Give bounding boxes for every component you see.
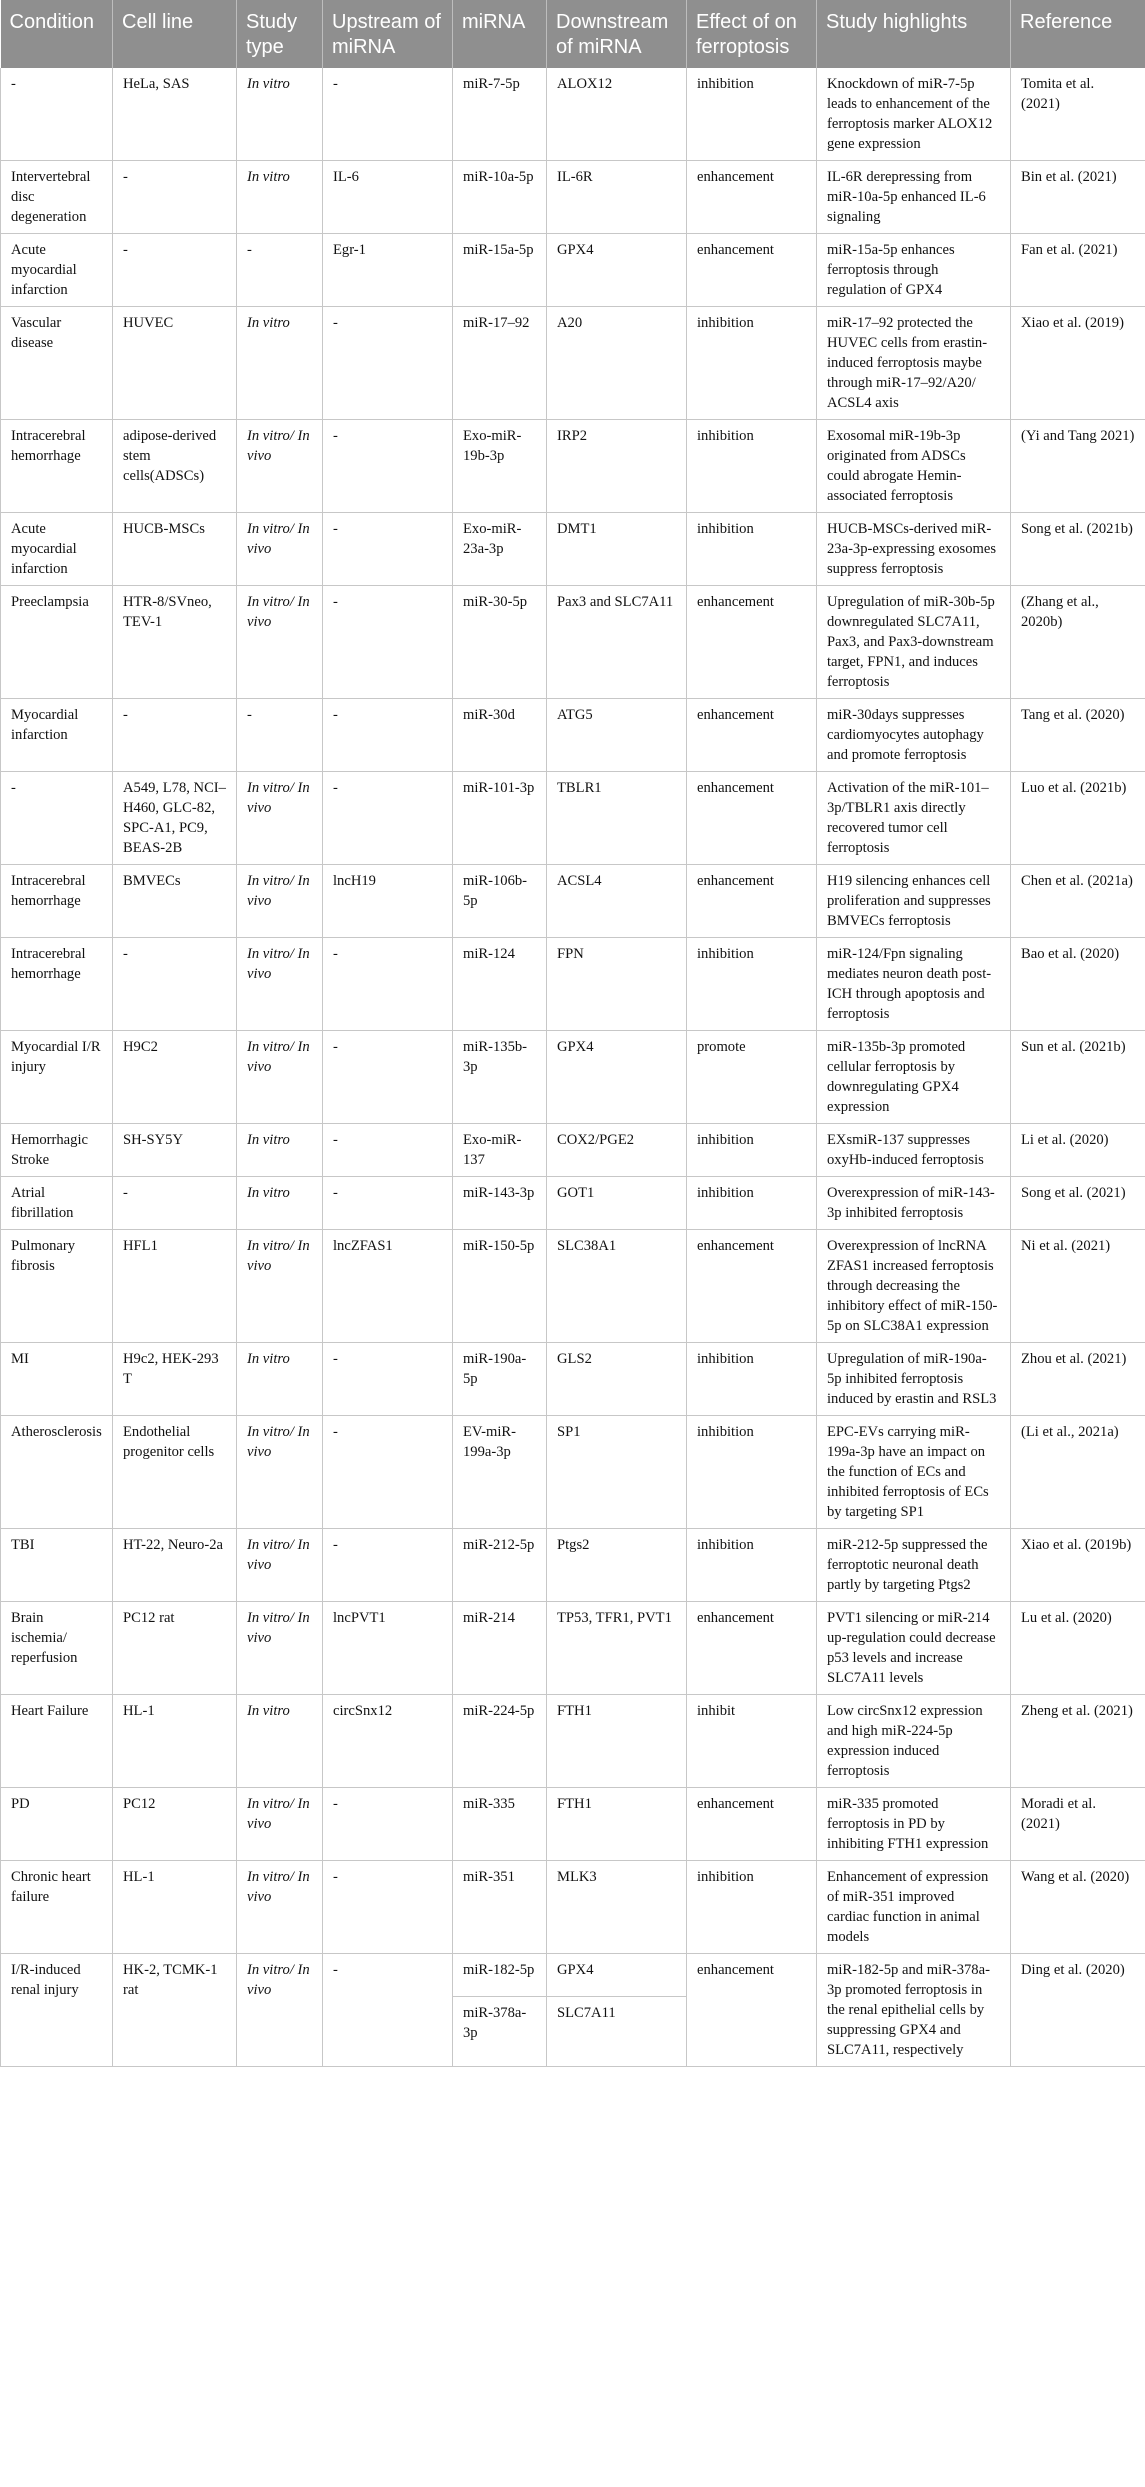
table-row: [1, 699, 1145, 772]
table-row: [1, 1954, 1145, 1997]
table-row: [1, 1861, 1145, 1954]
cell-upstream: -: [323, 1788, 453, 1861]
cell-effect: enhancement: [687, 772, 817, 865]
cell-highlights: miR-15a-5p enhances ferroptosis through regulation of GPX4: [817, 234, 1011, 307]
cell-cell-line: PC12: [113, 1788, 237, 1861]
cell-condition: Atrial fibrillation: [1, 1177, 113, 1230]
cell-mirna: miR-214: [453, 1602, 547, 1695]
cell-cell-line: HUVEC: [113, 307, 237, 420]
table-row: [1, 586, 1145, 699]
cell-study-type: In vitro/ In vivo: [237, 865, 323, 938]
cell-upstream: lncZFAS1: [323, 1230, 453, 1343]
cell-study-type: In vitro/ In vivo: [237, 1031, 323, 1124]
table-row: [1, 68, 1145, 161]
cell-mirna: miR-17–92: [453, 307, 547, 420]
cell-mirna: miR-135b-3p: [453, 1031, 547, 1124]
cell-mirna: miR-101-3p: [453, 772, 547, 865]
cell-effect: inhibition: [687, 938, 817, 1031]
cell-downstream: GLS2: [547, 1343, 687, 1416]
cell-upstream: -: [323, 1416, 453, 1529]
cell-upstream: -: [323, 1343, 453, 1416]
cell-effect: enhancement: [687, 161, 817, 234]
cell-highlights: Upregulation of miR-30b-5p downregulated SLC7A11, Pax3, and Pax3-downstream target, FPN1, and induces ferroptosis: [817, 586, 1011, 699]
cell-highlights: miR-135b-3p promoted cellular ferroptosis by downregulating GPX4 expression: [817, 1031, 1011, 1124]
cell-study-type: In vitro: [237, 1124, 323, 1177]
cell-study-type: In vitro/ In vivo: [237, 1602, 323, 1695]
table-row: [1, 1602, 1145, 1695]
cell-highlights: Overexpression of lncRNA ZFAS1 increased ferroptosis through decreasing the inhibitory effect of miR-150-5p on SLC38A1 expression: [817, 1230, 1011, 1343]
cell-effect: enhancement: [687, 1954, 817, 2067]
table-row: [1, 420, 1145, 513]
cell-upstream: -: [323, 699, 453, 772]
table-row: [1, 938, 1145, 1031]
cell-effect: inhibition: [687, 1343, 817, 1416]
cell-reference: Chen et al. (2021a): [1011, 865, 1145, 938]
cell-cell-line: HUCB-MSCs: [113, 513, 237, 586]
cell-reference: Li et al. (2020): [1011, 1124, 1145, 1177]
cell-cell-line: H9c2, HEK-293 T: [113, 1343, 237, 1416]
cell-effect: inhibition: [687, 1124, 817, 1177]
cell-study-type: In vitro/ In vivo: [237, 772, 323, 865]
cell-cell-line: HL-1: [113, 1861, 237, 1954]
cell-mirna: miR-150-5p: [453, 1230, 547, 1343]
cell-upstream: -: [323, 420, 453, 513]
cell-effect: inhibit: [687, 1695, 817, 1788]
cell-mirna: miR-143-3p: [453, 1177, 547, 1230]
cell-mirna: miR-224-5p: [453, 1695, 547, 1788]
cell-reference: Sun et al. (2021b): [1011, 1031, 1145, 1124]
cell-reference: Lu et al. (2020): [1011, 1602, 1145, 1695]
cell-condition: Intervertebral disc degeneration: [1, 161, 113, 234]
cell-condition: Vascular disease: [1, 307, 113, 420]
cell-upstream: -: [323, 586, 453, 699]
cell-cell-line: -: [113, 699, 237, 772]
cell-study-type: In vitro/ In vivo: [237, 586, 323, 699]
cell-effect: enhancement: [687, 586, 817, 699]
cell-reference: Tang et al. (2020): [1011, 699, 1145, 772]
cell-mirna: miR-190a-5p: [453, 1343, 547, 1416]
table-row: [1, 1416, 1145, 1529]
cell-mirna: miR-351: [453, 1861, 547, 1954]
header-condition: Condition: [1, 0, 113, 68]
cell-highlights: miR-182-5p and miR-378a-3p promoted ferroptosis in the renal epithelial cells by suppressing GPX4 and SLC7A11, respectively: [817, 1954, 1011, 2067]
cell-condition: Preeclampsia: [1, 586, 113, 699]
cell-effect: inhibition: [687, 1416, 817, 1529]
cell-cell-line: SH-SY5Y: [113, 1124, 237, 1177]
header-upstream: Upstream of miRNA: [323, 0, 453, 68]
cell-downstream: FPN: [547, 938, 687, 1031]
cell-mirna: miR-7-5p: [453, 68, 547, 161]
cell-downstream: IL-6R: [547, 161, 687, 234]
table-row: [1, 772, 1145, 865]
cell-mirna: Exo-miR-23a-3p: [453, 513, 547, 586]
cell-study-type: In vitro/ In vivo: [237, 1861, 323, 1954]
cell-downstream: A20: [547, 307, 687, 420]
cell-downstream: Ptgs2: [547, 1529, 687, 1602]
cell-study-type: In vitro/ In vivo: [237, 1416, 323, 1529]
cell-downstream: SP1: [547, 1416, 687, 1529]
cell-condition: TBI: [1, 1529, 113, 1602]
cell-downstream: ALOX12: [547, 68, 687, 161]
cell-reference: Xiao et al. (2019b): [1011, 1529, 1145, 1602]
cell-cell-line: HL-1: [113, 1695, 237, 1788]
cell-upstream: circSnx12: [323, 1695, 453, 1788]
cell-study-type: In vitro: [237, 68, 323, 161]
cell-upstream: lncH19: [323, 865, 453, 938]
header-effect: Effect of on ferroptosis: [687, 0, 817, 68]
cell-mirna: miR-335: [453, 1788, 547, 1861]
cell-condition: Heart Failure: [1, 1695, 113, 1788]
cell-downstream: TP53, TFR1, PVT1: [547, 1602, 687, 1695]
cell-downstream: COX2/PGE2: [547, 1124, 687, 1177]
cell-reference: Wang et al. (2020): [1011, 1861, 1145, 1954]
cell-reference: Xiao et al. (2019): [1011, 307, 1145, 420]
cell-upstream: -: [323, 1124, 453, 1177]
cell-study-type: In vitro: [237, 161, 323, 234]
cell-highlights: miR-212-5p suppressed the ferroptotic neuronal death partly by targeting Ptgs2: [817, 1529, 1011, 1602]
cell-condition: Myocardial I/R injury: [1, 1031, 113, 1124]
table-row: [1, 1124, 1145, 1177]
cell-downstream: GPX4: [547, 1954, 687, 1997]
cell-mirna: miR-182-5p: [453, 1954, 547, 1997]
cell-reference: Song et al. (2021): [1011, 1177, 1145, 1230]
cell-cell-line: HFL1: [113, 1230, 237, 1343]
cell-upstream: Egr-1: [323, 234, 453, 307]
cell-highlights: EXsmiR-137 suppresses oxyHb-induced ferroptosis: [817, 1124, 1011, 1177]
cell-upstream: -: [323, 1177, 453, 1230]
cell-effect: enhancement: [687, 1602, 817, 1695]
cell-study-type: In vitro/ In vivo: [237, 513, 323, 586]
cell-downstream: GPX4: [547, 1031, 687, 1124]
cell-study-type: In vitro/ In vivo: [237, 1788, 323, 1861]
table-row: [1, 307, 1145, 420]
cell-highlights: Upregulation of miR-190a-5p inhibited ferroptosis induced by erastin and RSL3: [817, 1343, 1011, 1416]
cell-cell-line: Endothelial progenitor cells: [113, 1416, 237, 1529]
cell-reference: Bao et al. (2020): [1011, 938, 1145, 1031]
cell-cell-line: PC12 rat: [113, 1602, 237, 1695]
cell-cell-line: -: [113, 234, 237, 307]
cell-highlights: Low circSnx12 expression and high miR-224-5p expression induced ferroptosis: [817, 1695, 1011, 1788]
cell-highlights: Activation of the miR-101–3p/TBLR1 axis directly recovered tumor cell ferroptosis: [817, 772, 1011, 865]
cell-downstream: TBLR1: [547, 772, 687, 865]
cell-downstream: GOT1: [547, 1177, 687, 1230]
cell-downstream: GPX4: [547, 234, 687, 307]
cell-upstream: -: [323, 1954, 453, 2067]
cell-reference: Bin et al. (2021): [1011, 161, 1145, 234]
cell-cell-line: HeLa, SAS: [113, 68, 237, 161]
table-row: [1, 513, 1145, 586]
cell-highlights: EPC-EVs carrying miR-199a-3p have an impact on the function of ECs and inhibited ferroptosis of ECs by targeting SP1: [817, 1416, 1011, 1529]
cell-study-type: In vitro/ In vivo: [237, 1529, 323, 1602]
cell-condition: Chronic heart failure: [1, 1861, 113, 1954]
table-row: [1, 161, 1145, 234]
table-row: [1, 1343, 1145, 1416]
cell-effect: inhibition: [687, 1861, 817, 1954]
cell-reference: Song et al. (2021b): [1011, 513, 1145, 586]
cell-mirna: Exo-miR-19b-3p: [453, 420, 547, 513]
cell-highlights: HUCB-MSCs-derived miR-23a-3p-expressing exosomes suppress ferroptosis: [817, 513, 1011, 586]
cell-condition: Acute myocardial infarction: [1, 513, 113, 586]
cell-mirna: Exo-miR-137: [453, 1124, 547, 1177]
cell-upstream: -: [323, 1031, 453, 1124]
cell-condition: I/R-induced renal injury: [1, 1954, 113, 2067]
table-row: [1, 1529, 1145, 1602]
cell-effect: inhibition: [687, 68, 817, 161]
cell-effect: promote: [687, 1031, 817, 1124]
table-header-row: [1, 0, 1145, 68]
table-row: [1, 1230, 1145, 1343]
cell-downstream: FTH1: [547, 1788, 687, 1861]
cell-study-type: In vitro/ In vivo: [237, 1230, 323, 1343]
cell-reference: Fan et al. (2021): [1011, 234, 1145, 307]
cell-downstream: SLC7A11: [547, 1997, 687, 2067]
cell-downstream: Pax3 and SLC7A11: [547, 586, 687, 699]
cell-condition: PD: [1, 1788, 113, 1861]
cell-study-type: In vitro: [237, 307, 323, 420]
cell-reference: Tomita et al. (2021): [1011, 68, 1145, 161]
header-study-type: Study type: [237, 0, 323, 68]
header-downstream: Downstream of miRNA: [547, 0, 687, 68]
cell-study-type: -: [237, 234, 323, 307]
cell-mirna: EV-miR-199a-3p: [453, 1416, 547, 1529]
cell-effect: enhancement: [687, 699, 817, 772]
table-row: [1, 1031, 1145, 1124]
cell-cell-line: adipose-derived stem cells(ADSCs): [113, 420, 237, 513]
cell-effect: inhibition: [687, 420, 817, 513]
cell-cell-line: -: [113, 938, 237, 1031]
cell-reference: (Li et al., 2021a): [1011, 1416, 1145, 1529]
cell-highlights: miR-335 promoted ferroptosis in PD by inhibiting FTH1 expression: [817, 1788, 1011, 1861]
cell-highlights: miR-124/Fpn signaling mediates neuron death post-ICH through apoptosis and ferroptosis: [817, 938, 1011, 1031]
cell-downstream: DMT1: [547, 513, 687, 586]
cell-condition: Atherosclerosis: [1, 1416, 113, 1529]
cell-cell-line: HK-2, TCMK-1 rat: [113, 1954, 237, 2067]
cell-condition: Acute myocardial infarction: [1, 234, 113, 307]
cell-upstream: -: [323, 513, 453, 586]
cell-downstream: ATG5: [547, 699, 687, 772]
cell-downstream: MLK3: [547, 1861, 687, 1954]
cell-reference: (Yi and Tang 2021): [1011, 420, 1145, 513]
cell-downstream: ACSL4: [547, 865, 687, 938]
cell-cell-line: HTR-8/SVneo, TEV-1: [113, 586, 237, 699]
cell-effect: inhibition: [687, 1177, 817, 1230]
cell-mirna: miR-212-5p: [453, 1529, 547, 1602]
cell-condition: Pulmonary fibrosis: [1, 1230, 113, 1343]
cell-mirna: miR-15a-5p: [453, 234, 547, 307]
cell-study-type: In vitro: [237, 1177, 323, 1230]
table-row: [1, 1695, 1145, 1788]
cell-upstream: -: [323, 772, 453, 865]
cell-upstream: -: [323, 68, 453, 161]
cell-cell-line: HT-22, Neuro-2a: [113, 1529, 237, 1602]
header-highlights: Study highlights: [817, 0, 1011, 68]
cell-upstream: -: [323, 938, 453, 1031]
cell-effect: enhancement: [687, 1788, 817, 1861]
cell-cell-line: -: [113, 161, 237, 234]
cell-downstream: IRP2: [547, 420, 687, 513]
cell-condition: Brain ischemia/ reperfusion: [1, 1602, 113, 1695]
cell-upstream: IL-6: [323, 161, 453, 234]
cell-upstream: -: [323, 307, 453, 420]
cell-reference: Zhou et al. (2021): [1011, 1343, 1145, 1416]
cell-mirna: miR-124: [453, 938, 547, 1031]
table-row: [1, 865, 1145, 938]
cell-upstream: lncPVT1: [323, 1602, 453, 1695]
table-row: [1, 1177, 1145, 1230]
cell-study-type: -: [237, 699, 323, 772]
cell-highlights: Overexpression of miR-143-3p inhibited ferroptosis: [817, 1177, 1011, 1230]
cell-study-type: In vitro/ In vivo: [237, 938, 323, 1031]
table-row: [1, 1788, 1145, 1861]
cell-condition: Intracerebral hemorrhage: [1, 865, 113, 938]
cell-reference: (Zhang et al., 2020b): [1011, 586, 1145, 699]
cell-mirna: miR-106b-5p: [453, 865, 547, 938]
cell-reference: Moradi et al. (2021): [1011, 1788, 1145, 1861]
cell-effect: enhancement: [687, 865, 817, 938]
cell-cell-line: -: [113, 1177, 237, 1230]
cell-downstream: SLC38A1: [547, 1230, 687, 1343]
cell-mirna: miR-30d: [453, 699, 547, 772]
cell-study-type: In vitro: [237, 1343, 323, 1416]
cell-condition: -: [1, 772, 113, 865]
cell-reference: Ding et al. (2020): [1011, 1954, 1145, 2067]
cell-upstream: -: [323, 1861, 453, 1954]
cell-highlights: IL-6R derepressing from miR-10a-5p enhanced IL-6 signaling: [817, 161, 1011, 234]
cell-cell-line: A549, L78, NCI–H460, GLC-82, SPC-A1, PC9, BEAS-2B: [113, 772, 237, 865]
cell-upstream: -: [323, 1529, 453, 1602]
cell-effect: enhancement: [687, 1230, 817, 1343]
cell-condition: Hemorrhagic Stroke: [1, 1124, 113, 1177]
cell-mirna: miR-378a-3p: [453, 1997, 547, 2067]
cell-downstream: FTH1: [547, 1695, 687, 1788]
header-reference: Reference: [1011, 0, 1145, 68]
cell-condition: Myocardial infarction: [1, 699, 113, 772]
cell-mirna: miR-30-5p: [453, 586, 547, 699]
cell-effect: inhibition: [687, 513, 817, 586]
cell-cell-line: BMVECs: [113, 865, 237, 938]
cell-cell-line: H9C2: [113, 1031, 237, 1124]
cell-effect: inhibition: [687, 307, 817, 420]
cell-reference: Zheng et al. (2021): [1011, 1695, 1145, 1788]
cell-highlights: Enhancement of expression of miR-351 improved cardiac function in animal models: [817, 1861, 1011, 1954]
cell-condition: MI: [1, 1343, 113, 1416]
header-cell-line: Cell line: [113, 0, 237, 68]
cell-condition: Intracerebral hemorrhage: [1, 938, 113, 1031]
cell-reference: Luo et al. (2021b): [1011, 772, 1145, 865]
cell-study-type: In vitro/ In vivo: [237, 420, 323, 513]
cell-highlights: miR-17–92 protected the HUVEC cells from erastin-induced ferroptosis maybe through miR-17–92/A20/ ACSL4 axis: [817, 307, 1011, 420]
cell-effect: enhancement: [687, 234, 817, 307]
cell-condition: -: [1, 68, 113, 161]
cell-highlights: PVT1 silencing or miR-214 up-regulation could decrease p53 levels and increase SLC7A11 levels: [817, 1602, 1011, 1695]
table-row: [1, 234, 1145, 307]
cell-highlights: H19 silencing enhances cell proliferation and suppresses BMVECs ferroptosis: [817, 865, 1011, 938]
cell-effect: inhibition: [687, 1529, 817, 1602]
cell-study-type: In vitro/ In vivo: [237, 1954, 323, 2067]
cell-highlights: miR-30days suppresses cardiomyocytes autophagy and promote ferroptosis: [817, 699, 1011, 772]
header-mirna: miRNA: [453, 0, 547, 68]
cell-condition: Intracerebral hemorrhage: [1, 420, 113, 513]
cell-reference: Ni et al. (2021): [1011, 1230, 1145, 1343]
cell-highlights: Exosomal miR-19b-3p originated from ADSCs could abrogate Hemin-associated ferroptosis: [817, 420, 1011, 513]
cell-study-type: In vitro: [237, 1695, 323, 1788]
cell-highlights: Knockdown of miR-7-5p leads to enhancement of the ferroptosis marker ALOX12 gene expression: [817, 68, 1011, 161]
cell-mirna: miR-10a-5p: [453, 161, 547, 234]
